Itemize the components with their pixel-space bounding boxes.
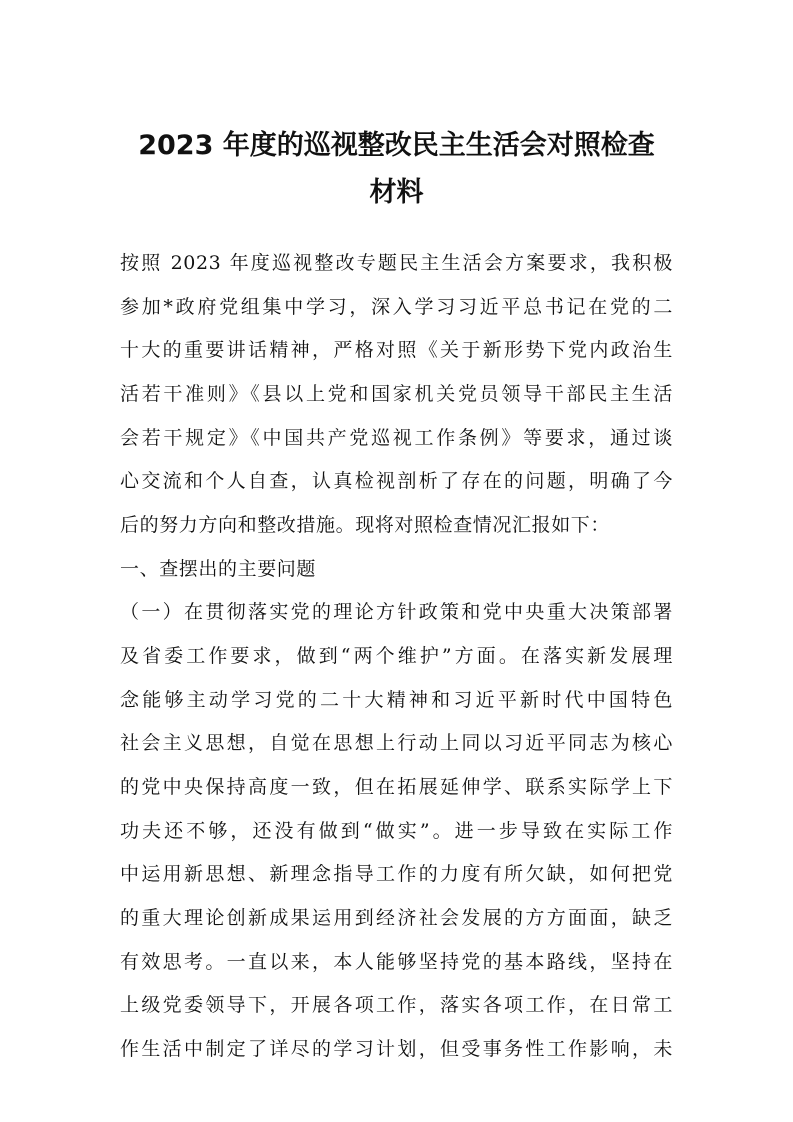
body-line: 作生活中制定了详尽的学习计划，但受事务性工作影响，未 — [120, 1038, 673, 1060]
body-line: 后的努力方向和整改措施。现将对照检查情况汇报如下： — [120, 514, 611, 536]
body-line: （一）在贯彻落实党的理论方针政策和党中央重大决策部署 — [120, 601, 673, 623]
body-line: 十大的重要讲话精神，严格对照《关于新形势下党内政治生 — [120, 339, 673, 361]
body-line: 念能够主动学习党的二十大精神和习近平新时代中国特色 — [120, 689, 673, 711]
body-line: 上级党委领导下，开展各项工作，落实各项工作，在日常工 — [120, 994, 673, 1016]
document-title-line-1: 2023 年度的巡视整改民主生活会对照检查 — [138, 130, 655, 161]
body-line: 参加*政府党组集中学习，深入学习习近平总书记在党的二 — [120, 296, 673, 318]
section-heading: 一、查摆出的主要问题 — [120, 558, 317, 580]
body-line: 心交流和个人自查，认真检视剖析了存在的问题，明确了今 — [120, 470, 673, 492]
document-title-line-2: 材料 — [369, 177, 424, 208]
body-line: 活若干准则》《县以上党和国家机关党员领导干部民主生活 — [120, 383, 673, 405]
body-line: 的党中央保持高度一致，但在拓展延伸学、联系实际学上下 — [120, 776, 673, 798]
body-line: 中运用新思想、新理念指导工作的力度有所欠缺，如何把党 — [120, 863, 673, 885]
body-line: 有效思考。一直以来，本人能够坚持党的基本路线，坚持在 — [120, 951, 673, 973]
body-line: 及省委工作要求，做到“两个维护”方面。在落实新发展理 — [120, 645, 673, 667]
body-line: 功夫还不够，还没有做到“做实”。进一步导致在实际工作 — [120, 820, 673, 842]
body-line: 的重大理论创新成果运用到经济社会发展的方方面面，缺乏 — [120, 907, 673, 929]
body-line: 社会主义思想，自觉在思想上行动上同以习近平同志为核心 — [120, 732, 673, 754]
body-line: 会若干规定》《中国共产党巡视工作条例》等要求，通过谈 — [120, 427, 673, 449]
body-line: 按照 2023 年度巡视整改专题民主生活会方案要求，我积极 — [120, 252, 673, 274]
